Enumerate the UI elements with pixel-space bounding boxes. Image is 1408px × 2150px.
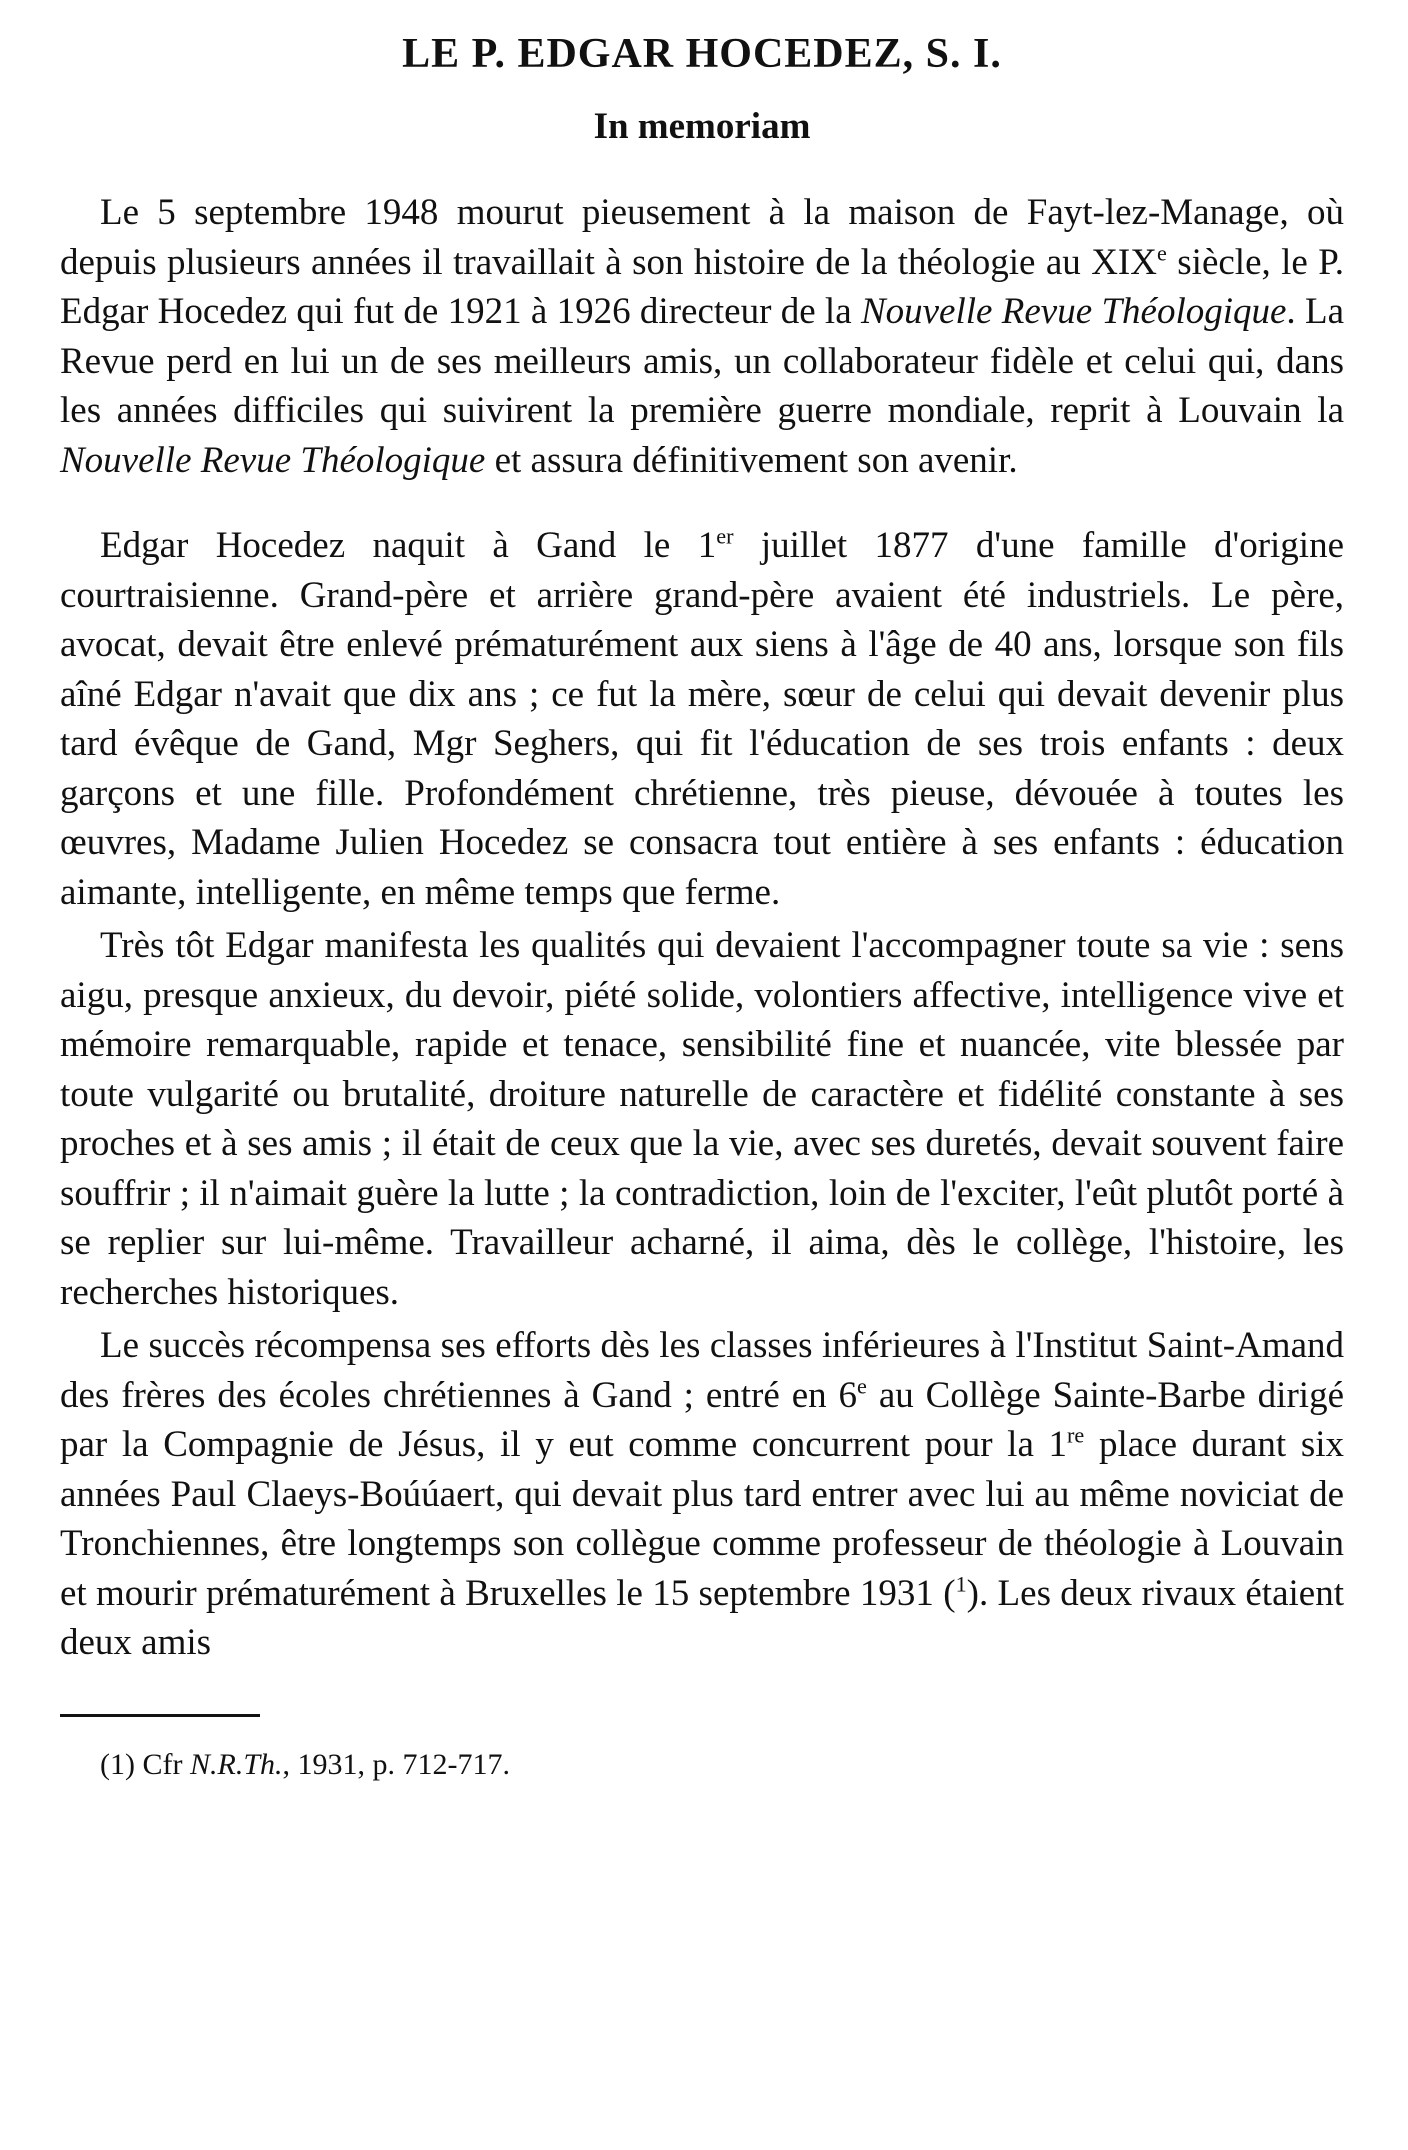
paragraph-2: [60, 521, 1344, 917]
p1-text-d: et assura définitivement son avenir.: [485, 439, 1018, 481]
footnote-ref: 1: [955, 1571, 967, 1597]
article-title: LE P. EDGAR HOCEDEZ, S. I.: [402, 31, 1002, 77]
p4-text-d: ). Les deux rivaux étaient deux amis: [60, 1572, 1344, 1663]
article-subtitle: In memoriam: [593, 106, 811, 147]
p4-text-a: Le succès récompensa ses efforts dès les classes inférieures à l'Institut Saint-Amand des frères des écoles chrétiennes à Gand ; entré en 6: [60, 1325, 1344, 1416]
p1-sup: e: [1156, 240, 1167, 266]
p4-sup-1: e: [857, 1373, 867, 1399]
p1-text-c: . La Revue perd en lui un de ses meilleurs amis, un collaborateur fidèle et celui qui, dans les années difficiles qui suivirent la première guerre mondiale, reprit à Louvain la: [60, 291, 1345, 431]
p1-text-b: siècle, le P. Edgar Hocedez qui fut de 1921 à 1926 directeur de la: [60, 241, 1344, 332]
p2-text-b: juillet 1877 d'une famille d'origine courtraisienne. Grand-père et arrière grand-père avaient été industriels. Le père, avocat, devait être enlevé prématurément aux siens à l'âge de 40 ans, lorsque son fils aîné Edgar n'avait que dix ans ; ce fut la mère, sœur de celui qui devait devenir plus tard évêque de Gand, Mgr Seghers, qui fit l'éducation de ses trois enfants : deux garçons et une fille. Profondément chrétienne, très pieuse, dévouée à toutes les œuvres, Madame Julien Hocedez se consacra tout entière à ses enfants : éducation aimante, intelligente, en même temps que ferme.: [60, 525, 1344, 913]
footnote-suffix: , 1931, p. 712-717.: [282, 1747, 511, 1781]
p2-sup: er: [716, 523, 734, 549]
paragraph-4: [60, 1321, 1344, 1668]
footnote-divider: [60, 1714, 260, 1717]
p1-text-a: Le 5 septembre 1948 mourut pieusement à la maison de Fayt-lez-Manage, où depuis plusieurs années il travaillait à son histoire de la théologie au XIX: [60, 192, 1344, 283]
p4-text-b: au Collège Sainte-Barbe dirigé par la Compagnie de Jésus, il y eut comme concurrent pour la 1: [60, 1374, 1344, 1465]
footnote-prefix: (1) Cfr: [100, 1747, 190, 1781]
p2-text-a: Edgar Hocedez naquit à Gand le 1: [100, 525, 717, 566]
journal-title-1: Nouvelle Revue Théologique: [860, 291, 1287, 332]
p4-text-c: place durant six années Paul Claeys-Boúúaert, qui devait plus tard entrer avec lui au même noviciat de Tronchiennes, être longtemps son collègue comme professeur de théologie à Louvain et mourir prématurément à Bruxelles le 15 septembre 1931 (: [60, 1424, 1345, 1614]
journal-title-2: Nouvelle Revue Théologique: [60, 439, 486, 481]
p4-sup-2: re: [1067, 1422, 1085, 1448]
paragraph-1: [60, 188, 1344, 485]
footnote-journal-abbrev: N.R.Th.: [189, 1747, 283, 1781]
paragraph-3: Très tôt Edgar manifesta les qualités qui devaient l'accompagner toute sa vie : sens aigu, presque anxieux, du devoir, piété solide, volontiers affective, intelligence vive et mémoire remarquable, rapide et tenace, sensibilité fine et nuancée, vite blessée par toute vulgarité ou brutalité, droiture naturelle de caractère et fidélité constante à ses proches et à ses amis ; il était de ceux que la vie, avec ses duretés, devait souvent faire souffrir ; il n'aimait guère la lutte ; la contradiction, loin de l'exciter, l'eût plutôt porté à se replier sur lui-même. Travailleur acharné, il aima, dès le collège, l'histoire, les recherches historiques.: [60, 925, 1344, 1313]
page: [60, 18, 1344, 1815]
footnote: [100, 1745, 1344, 1785]
